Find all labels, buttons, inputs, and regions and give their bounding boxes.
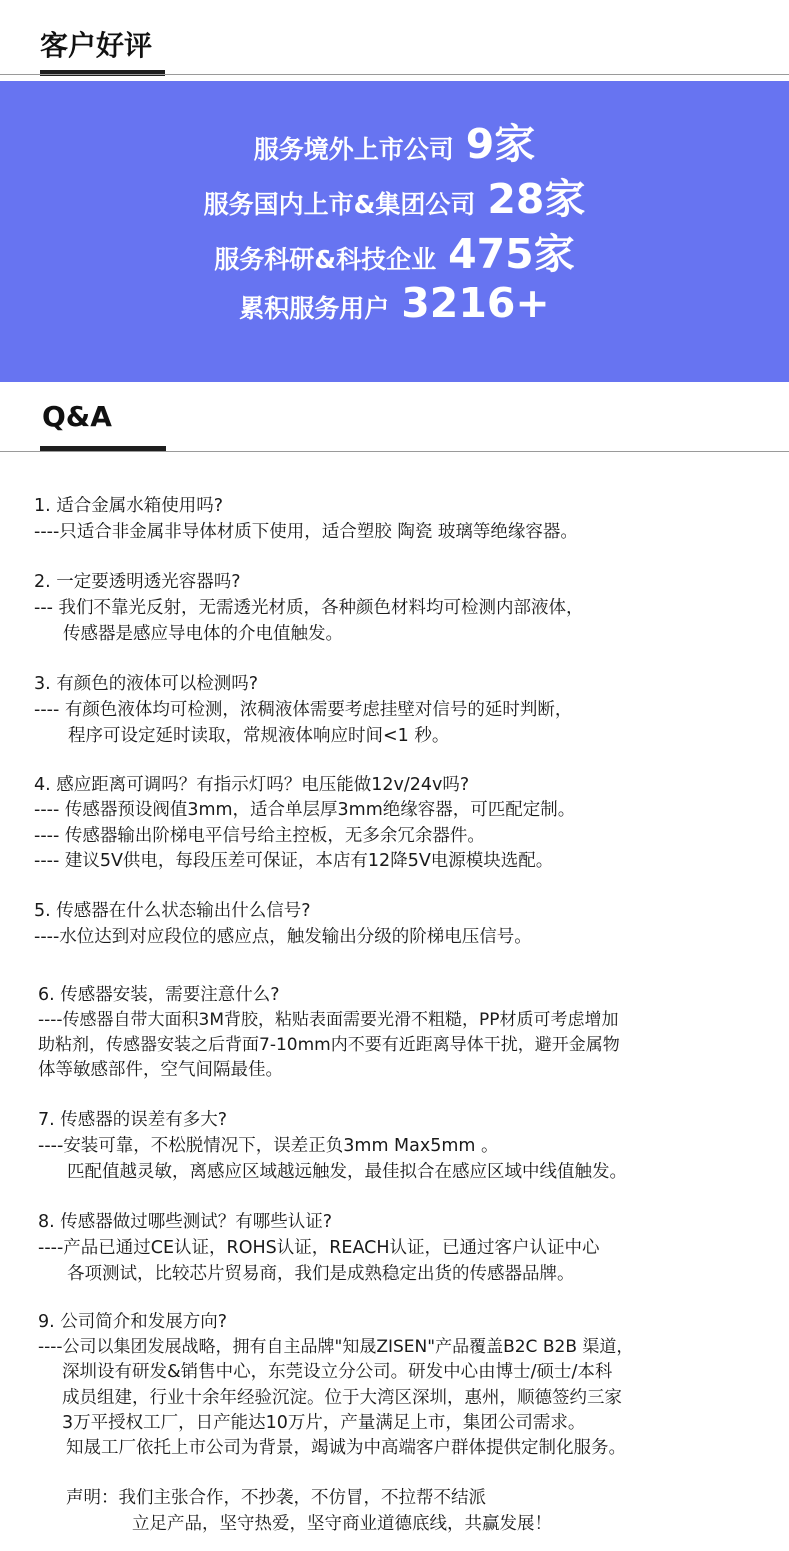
qa-answer-line: 各项测试，比较芯片贸易商，我们是成熟稳定出货的传感器品牌。: [67, 1264, 575, 1284]
qa-answer-line: 成员组建，行业十余年经验沉淀。位于大湾区深圳，惠州，顺德签约三家: [62, 1388, 622, 1408]
qa-answer-line: ---- 建议5V供电，每段压差可保证，本店有12降5V电源模块选配。: [34, 851, 554, 871]
qa-question: 3. 有颜色的液体可以检测吗?: [34, 674, 259, 694]
qa-answer-line: ---- 有颜色液体均可检测，浓稠液体需要考虑挂壁对信号的延时判断，: [34, 700, 573, 720]
stat-label: 服务科研&科技企业: [214, 245, 437, 274]
qa-answer-line: ----公司以集团发展战略，拥有自主品牌"知晟ZISEN"产品覆盖B2C B2B 渠道，: [38, 1337, 634, 1357]
qa-question: 4. 感应距离可调吗？有指示灯吗？电压能做12v/24v吗?: [34, 775, 470, 795]
qa-answer-line: --- 我们不靠光反射，无需透光材质，各种颜色材料均可检测内部液体，: [34, 598, 584, 618]
qa-answer-line: ---- 传感器输出阶梯电平信号给主控板，无多余冗余器件。: [34, 826, 485, 846]
title-underline: [40, 70, 165, 76]
qa-question: 8. 传感器做过哪些测试？有哪些认证?: [38, 1212, 333, 1232]
stat-label: 服务国内上市&集团公司: [203, 190, 476, 219]
qa-answer-line: ----产品已通过CE认证，ROHS认证，REACH认证，已通过客户认证中心: [38, 1238, 600, 1258]
stat-label: 服务境外上市公司: [253, 135, 454, 164]
stat-row: [0, 166, 789, 225]
stat-row: [0, 111, 789, 170]
qa-answer-line: ----只适合非金属非导体材质下使用，适合塑胶 陶瓷 玻璃等绝缘容器。: [34, 522, 578, 542]
qa-answer-line: 深圳设有研发&销售中心，东莞设立分公司。研发中心由博士/硕士/本科: [62, 1362, 613, 1382]
divider: [0, 451, 789, 452]
qa-answer-line: 程序可设定延时读取，常规液体响应时间<1 秒。: [68, 726, 450, 746]
qa-question: 7. 传感器的误差有多大?: [38, 1110, 228, 1130]
section-title: 客户好评: [40, 29, 153, 62]
stats-banner: [0, 81, 789, 382]
statement-line: 声明：我们主张合作，不抄袭，不仿冒，不拉帮不结派: [66, 1488, 486, 1508]
qa-answer-line: 3万平授权工厂，日产能达10万片，产量满足上市，集团公司需求。: [62, 1413, 586, 1433]
qa-answer-line: ----传感器自带大面积3M背胶，粘贴表面需要光滑不粗糙，PP材质可考虑增加: [38, 1010, 619, 1030]
qa-question: 1. 适合金属水箱使用吗?: [34, 496, 224, 516]
stat-label: 累积服务用户: [239, 294, 390, 323]
qa-question: 2. 一定要透明透光容器吗?: [34, 572, 241, 592]
qa-answer-line: 体等敏感部件，空气间隔最佳。: [38, 1060, 283, 1080]
qa-answer-line: 知晟工厂依托上市公司为背景，竭诚为中高端客户群体提供定制化服务。: [66, 1438, 626, 1458]
stat-value: 28家: [487, 175, 586, 223]
qa-answer-line: 匹配值越灵敏，离感应区域越远触发，最佳拟合在感应区域中线值触发。: [67, 1162, 627, 1182]
stat-row: [0, 279, 789, 327]
qa-answer-line: 传感器是感应导电体的介电值触发。: [63, 624, 343, 644]
qa-answer-line: 助粘剂，传感器安装之后背面7-10mm内不要有近距离导体干扰，避开金属物: [38, 1035, 620, 1055]
qa-answer-line: ---- 传感器预设阀值3mm，适合单层厚3mm绝缘容器，可匹配定制。: [34, 800, 576, 820]
qa-question: 9. 公司简介和发展方向?: [38, 1312, 228, 1332]
stat-value: 475家: [448, 230, 575, 278]
qa-answer-line: ----安装可靠，不松脱情况下，误差正负3mm Max5mm 。: [38, 1136, 499, 1156]
stat-row: [0, 221, 789, 280]
qa-answer-line: ----水位达到对应段位的感应点，触发输出分级的阶梯电压信号。: [34, 927, 532, 947]
stat-value: 9家: [465, 120, 536, 168]
qa-question: 5. 传感器在什么状态输出什么信号?: [34, 901, 311, 921]
divider: [0, 74, 789, 75]
stat-value: 3216+: [401, 279, 550, 327]
statement-line: 立足产品，坚守热爱，坚守商业道德底线，共赢发展！: [132, 1514, 552, 1534]
qa-question: 6. 传感器安装，需要注意什么?: [38, 985, 280, 1005]
section-title: Q&A: [42, 400, 112, 433]
